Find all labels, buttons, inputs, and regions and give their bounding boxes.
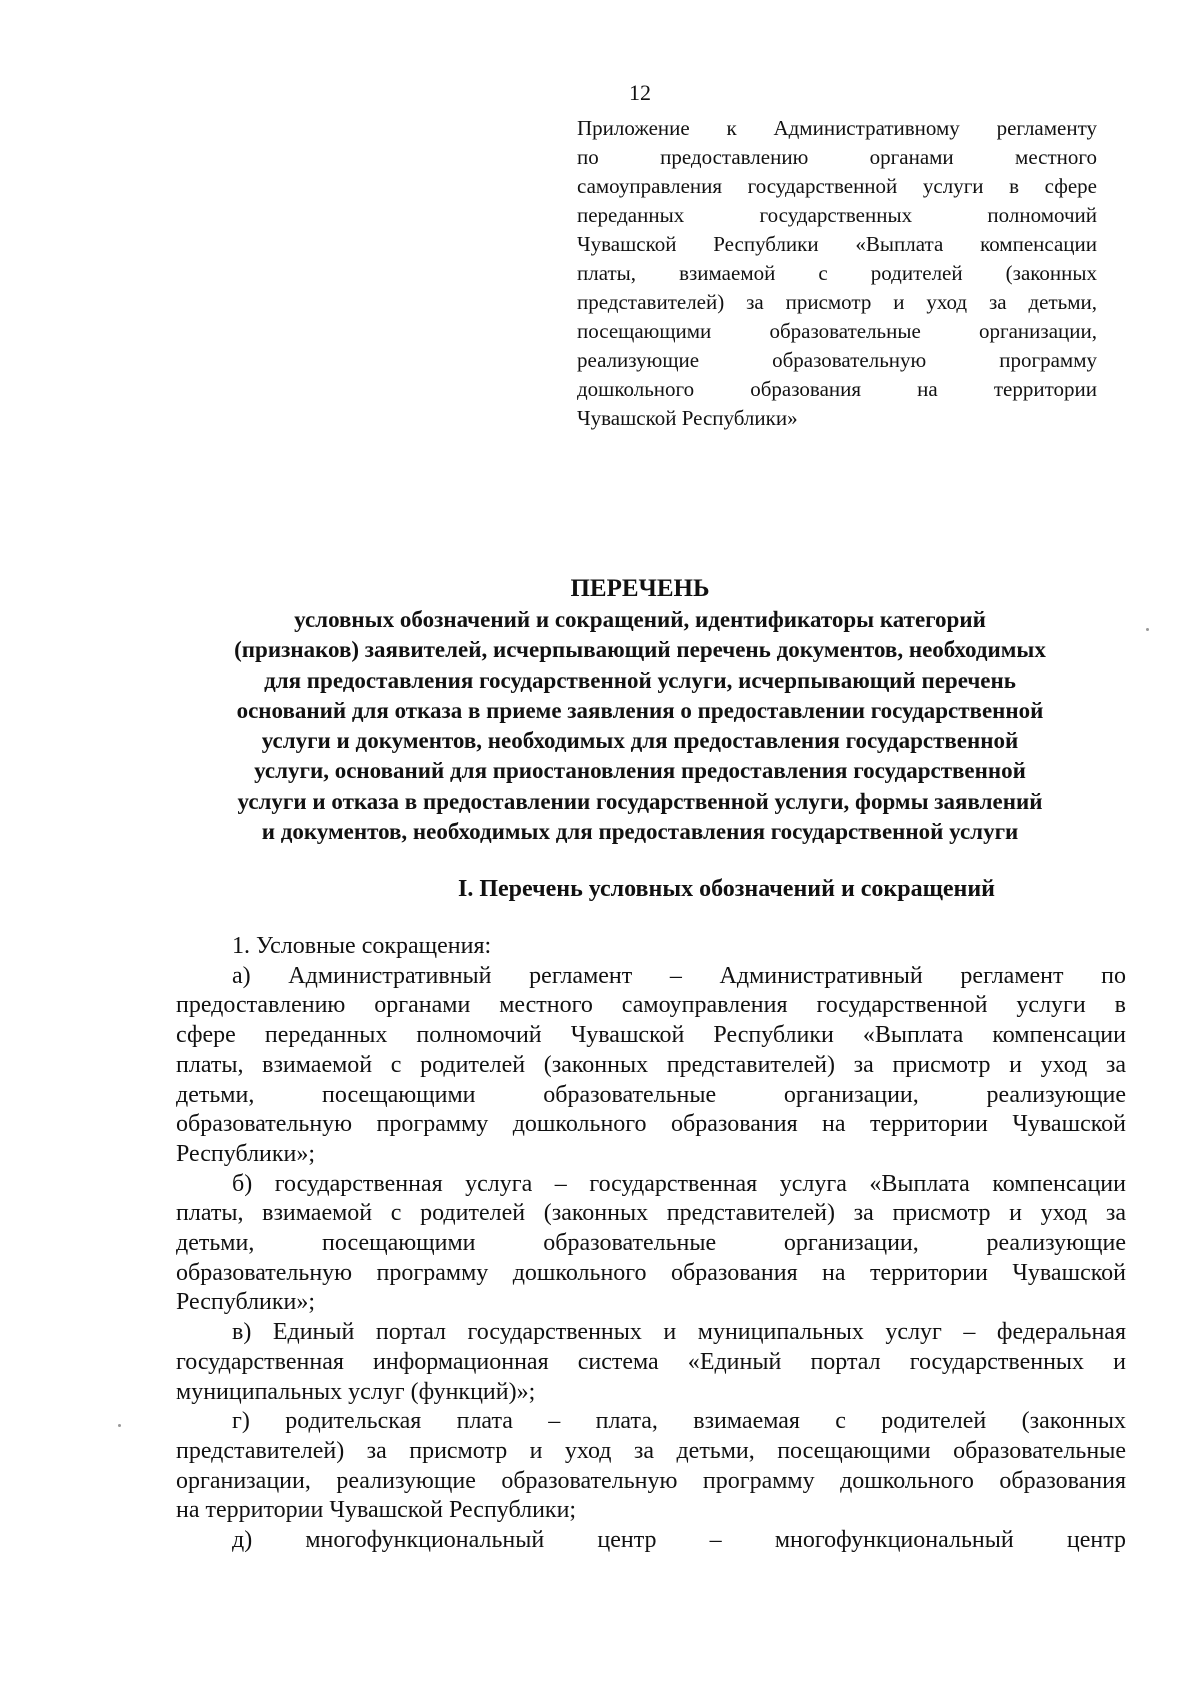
body-line: государственная информационная система «Единый портал государственных и — [176, 1348, 1126, 1375]
body-line: детьми, посещающими образовательные организации, реализующие — [176, 1230, 1126, 1257]
document-title: ПЕРЕЧЕНЬ — [570, 575, 710, 602]
appendix-line: Чувашской Республики «Выплата компенсации — [577, 232, 1097, 256]
body-line: муниципальных услуг (функций)»; — [176, 1378, 536, 1405]
appendix-reference — [577, 114, 1097, 433]
appendix-line: представителей) за присмотр и уход за детьми, — [577, 290, 1097, 314]
body-line: организации, реализующие образовательную программу дошкольного образования — [176, 1467, 1126, 1494]
document-subtitle-line: оснований для отказа в приеме заявления о предоставлении государственной — [236, 697, 1044, 723]
appendix-line: дошкольного образования на территории — [577, 377, 1097, 401]
body-line: платы, взимаемой с родителей (законных представителей) за присмотр и уход за — [176, 1200, 1126, 1227]
appendix-line: самоуправления государственной услуги в сфере — [577, 174, 1097, 198]
body-line: представителей) за присмотр и уход за детьми, посещающими образовательные — [176, 1437, 1126, 1464]
body-line: г) родительская плата – плата, взимаемая с родителей (законных — [232, 1408, 1126, 1435]
body-line: образовательную программу дошкольного образования на территории Чувашской — [176, 1259, 1126, 1286]
document-title-block — [160, 573, 1120, 847]
appendix-line: по предоставлению органами местного — [577, 145, 1097, 169]
body-line: сфере переданных полномочий Чувашской Республики «Выплата компенсации — [176, 1022, 1126, 1049]
scan-speck — [118, 1424, 121, 1427]
body-line: на территории Чувашской Республики; — [176, 1497, 577, 1524]
body-line: образовательную программу дошкольного образования на территории Чувашской — [176, 1111, 1126, 1138]
body-line: Республики»; — [176, 1289, 316, 1316]
scan-speck — [1146, 628, 1149, 631]
body-line: предоставлению органами местного самоуправления государственной услуги в — [176, 992, 1126, 1019]
document-subtitle-line: услуги и отказа в предоставлении государственной услуги, формы заявлений — [237, 788, 1043, 814]
appendix-line: Чувашской Республики» — [577, 406, 798, 430]
appendix-line: платы, взимаемой с родителей (законных — [577, 261, 1097, 285]
document-subtitle-line: услуги, оснований для приостановления предоставления государственной — [254, 758, 1026, 784]
document-subtitle-line: и документов, необходимых для предоставления государственной услуги — [261, 819, 1019, 845]
document-subtitle-line: услуги и документов, необходимых для предоставления государственной — [261, 728, 1019, 754]
page-number: 12 — [629, 80, 651, 105]
document-subtitle-line: для предоставления государственной услуги, исчерпывающий перечень — [264, 667, 1016, 693]
body-line: детьми, посещающими образовательные организации, реализующие — [176, 1081, 1126, 1108]
appendix-line: посещающими образовательные организации, — [577, 319, 1097, 343]
body-line: платы, взимаемой с родителей (законных представителей) за присмотр и уход за — [176, 1051, 1126, 1078]
body-line: в) Единый портал государственных и муниципальных услуг – федеральная — [232, 1319, 1126, 1346]
appendix-line: переданных государственных полномочий — [577, 203, 1097, 227]
body-line: д) многофункциональный центр – многофункциональный центр — [232, 1527, 1126, 1554]
document-subtitle-line: (признаков) заявителей, исчерпывающий перечень документов, необходимых — [234, 637, 1046, 663]
appendix-line: Приложение к Административному регламенту — [577, 116, 1097, 140]
document-subtitle-line: условных обозначений и сокращений, идентификаторы категорий — [294, 607, 986, 632]
body-line: 1. Условные сокращения: — [232, 933, 492, 959]
body-line: Республики»; — [176, 1140, 316, 1167]
section-heading: I. Перечень условных обозначений и сокращений — [458, 876, 995, 902]
body-text — [176, 932, 1126, 1556]
body-line: б) государственная услуга – государственная услуга «Выплата компенсации — [232, 1170, 1126, 1197]
body-line: а) Административный регламент – Административный регламент по — [232, 962, 1126, 989]
appendix-line: реализующие образовательную программу — [577, 348, 1097, 372]
